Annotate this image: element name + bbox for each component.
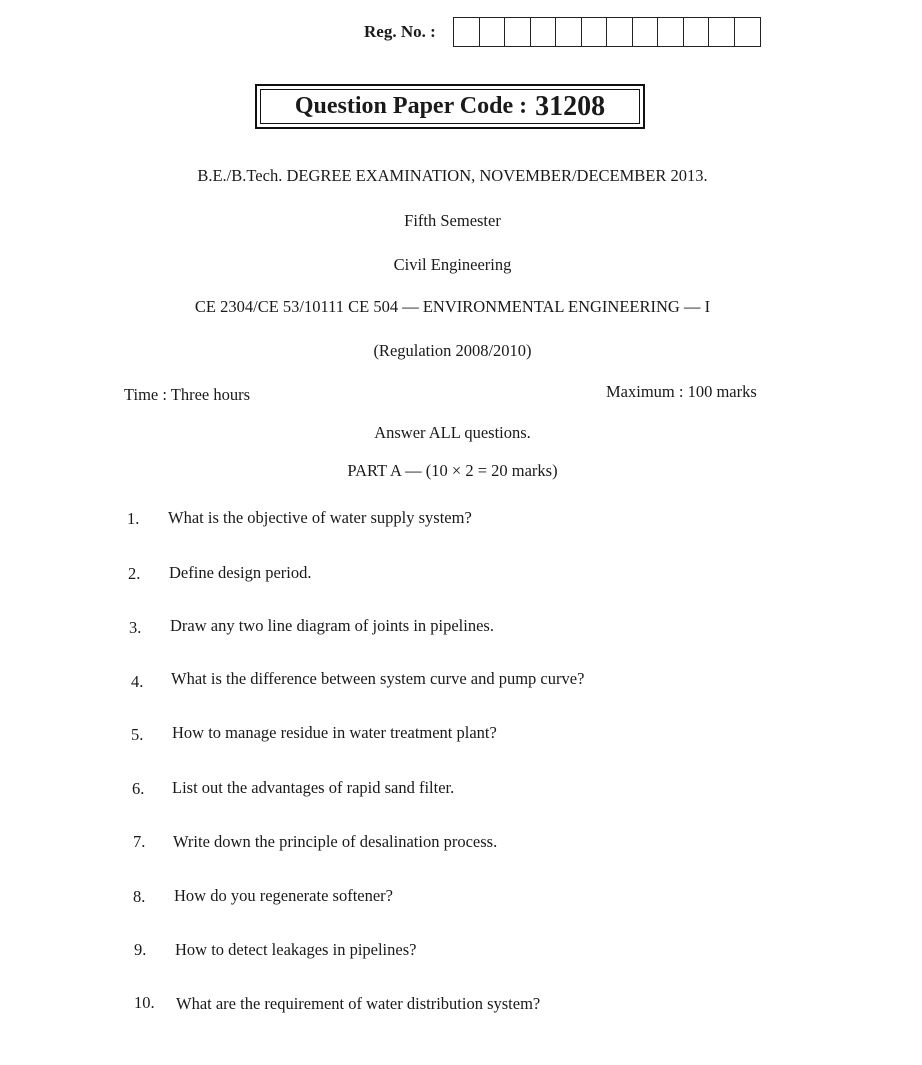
reg-no-box [582,18,608,46]
reg-no-box [607,18,633,46]
reg-no-box [633,18,659,46]
course-title: CE 2304/CE 53/10111 CE 504 — ENVIRONMENTAL ENGINEERING — I [194,297,711,316]
question-number: 9. [134,940,147,959]
question-text: List out the advantages of rapid sand filter. [172,778,455,797]
time-allowed: Time : Three hours [124,385,251,404]
question-text: Define design period. [169,563,312,582]
reg-no-box [505,18,531,46]
reg-no-boxes [453,17,761,47]
question-number: 3. [129,618,142,637]
question-number: 10. [134,993,155,1012]
question-number: 1. [127,509,140,528]
question-number: 5. [131,725,144,744]
reg-no-box [709,18,735,46]
question-number: 6. [132,779,145,798]
question-text: What is the difference between system curve and pump curve? [171,669,585,688]
question-paper-code: 31208 [535,90,606,122]
question-paper-code-label: Question Paper Code : [294,93,528,119]
instruction: Answer ALL questions. [374,423,531,442]
question-number: 2. [128,564,141,583]
part-heading: PART A — (10 × 2 = 20 marks) [347,461,558,480]
reg-no-box [735,18,761,46]
question-text: How to manage residue in water treatment plant? [172,723,497,742]
question-text: What is the objective of water supply system? [168,508,472,527]
question-number: 8. [133,887,146,906]
question-paper-code-box [255,84,645,129]
semester: Fifth Semester [404,211,501,230]
regulation: (Regulation 2008/2010) [373,341,532,360]
question-text: How to detect leakages in pipelines? [175,940,417,959]
question-number: 4. [131,672,144,691]
exam-title: B.E./B.Tech. DEGREE EXAMINATION, NOVEMBER/DECEMBER 2013. [197,166,708,185]
reg-no-box [531,18,557,46]
reg-no-label: Reg. No. : [364,22,436,41]
question-text: What are the requirement of water distribution system? [176,994,541,1013]
question-text: Write down the principle of desalination process. [173,832,498,851]
reg-no-box [454,18,480,46]
question-text: Draw any two line diagram of joints in pipelines. [170,616,494,635]
reg-no-box [556,18,582,46]
branch: Civil Engineering [393,255,512,274]
question-number: 7. [133,832,146,851]
question-text: How do you regenerate softener? [174,886,393,905]
reg-no-box [480,18,506,46]
reg-no-box [684,18,710,46]
reg-no-box [658,18,684,46]
maximum-marks: Maximum : 100 marks [606,382,757,401]
